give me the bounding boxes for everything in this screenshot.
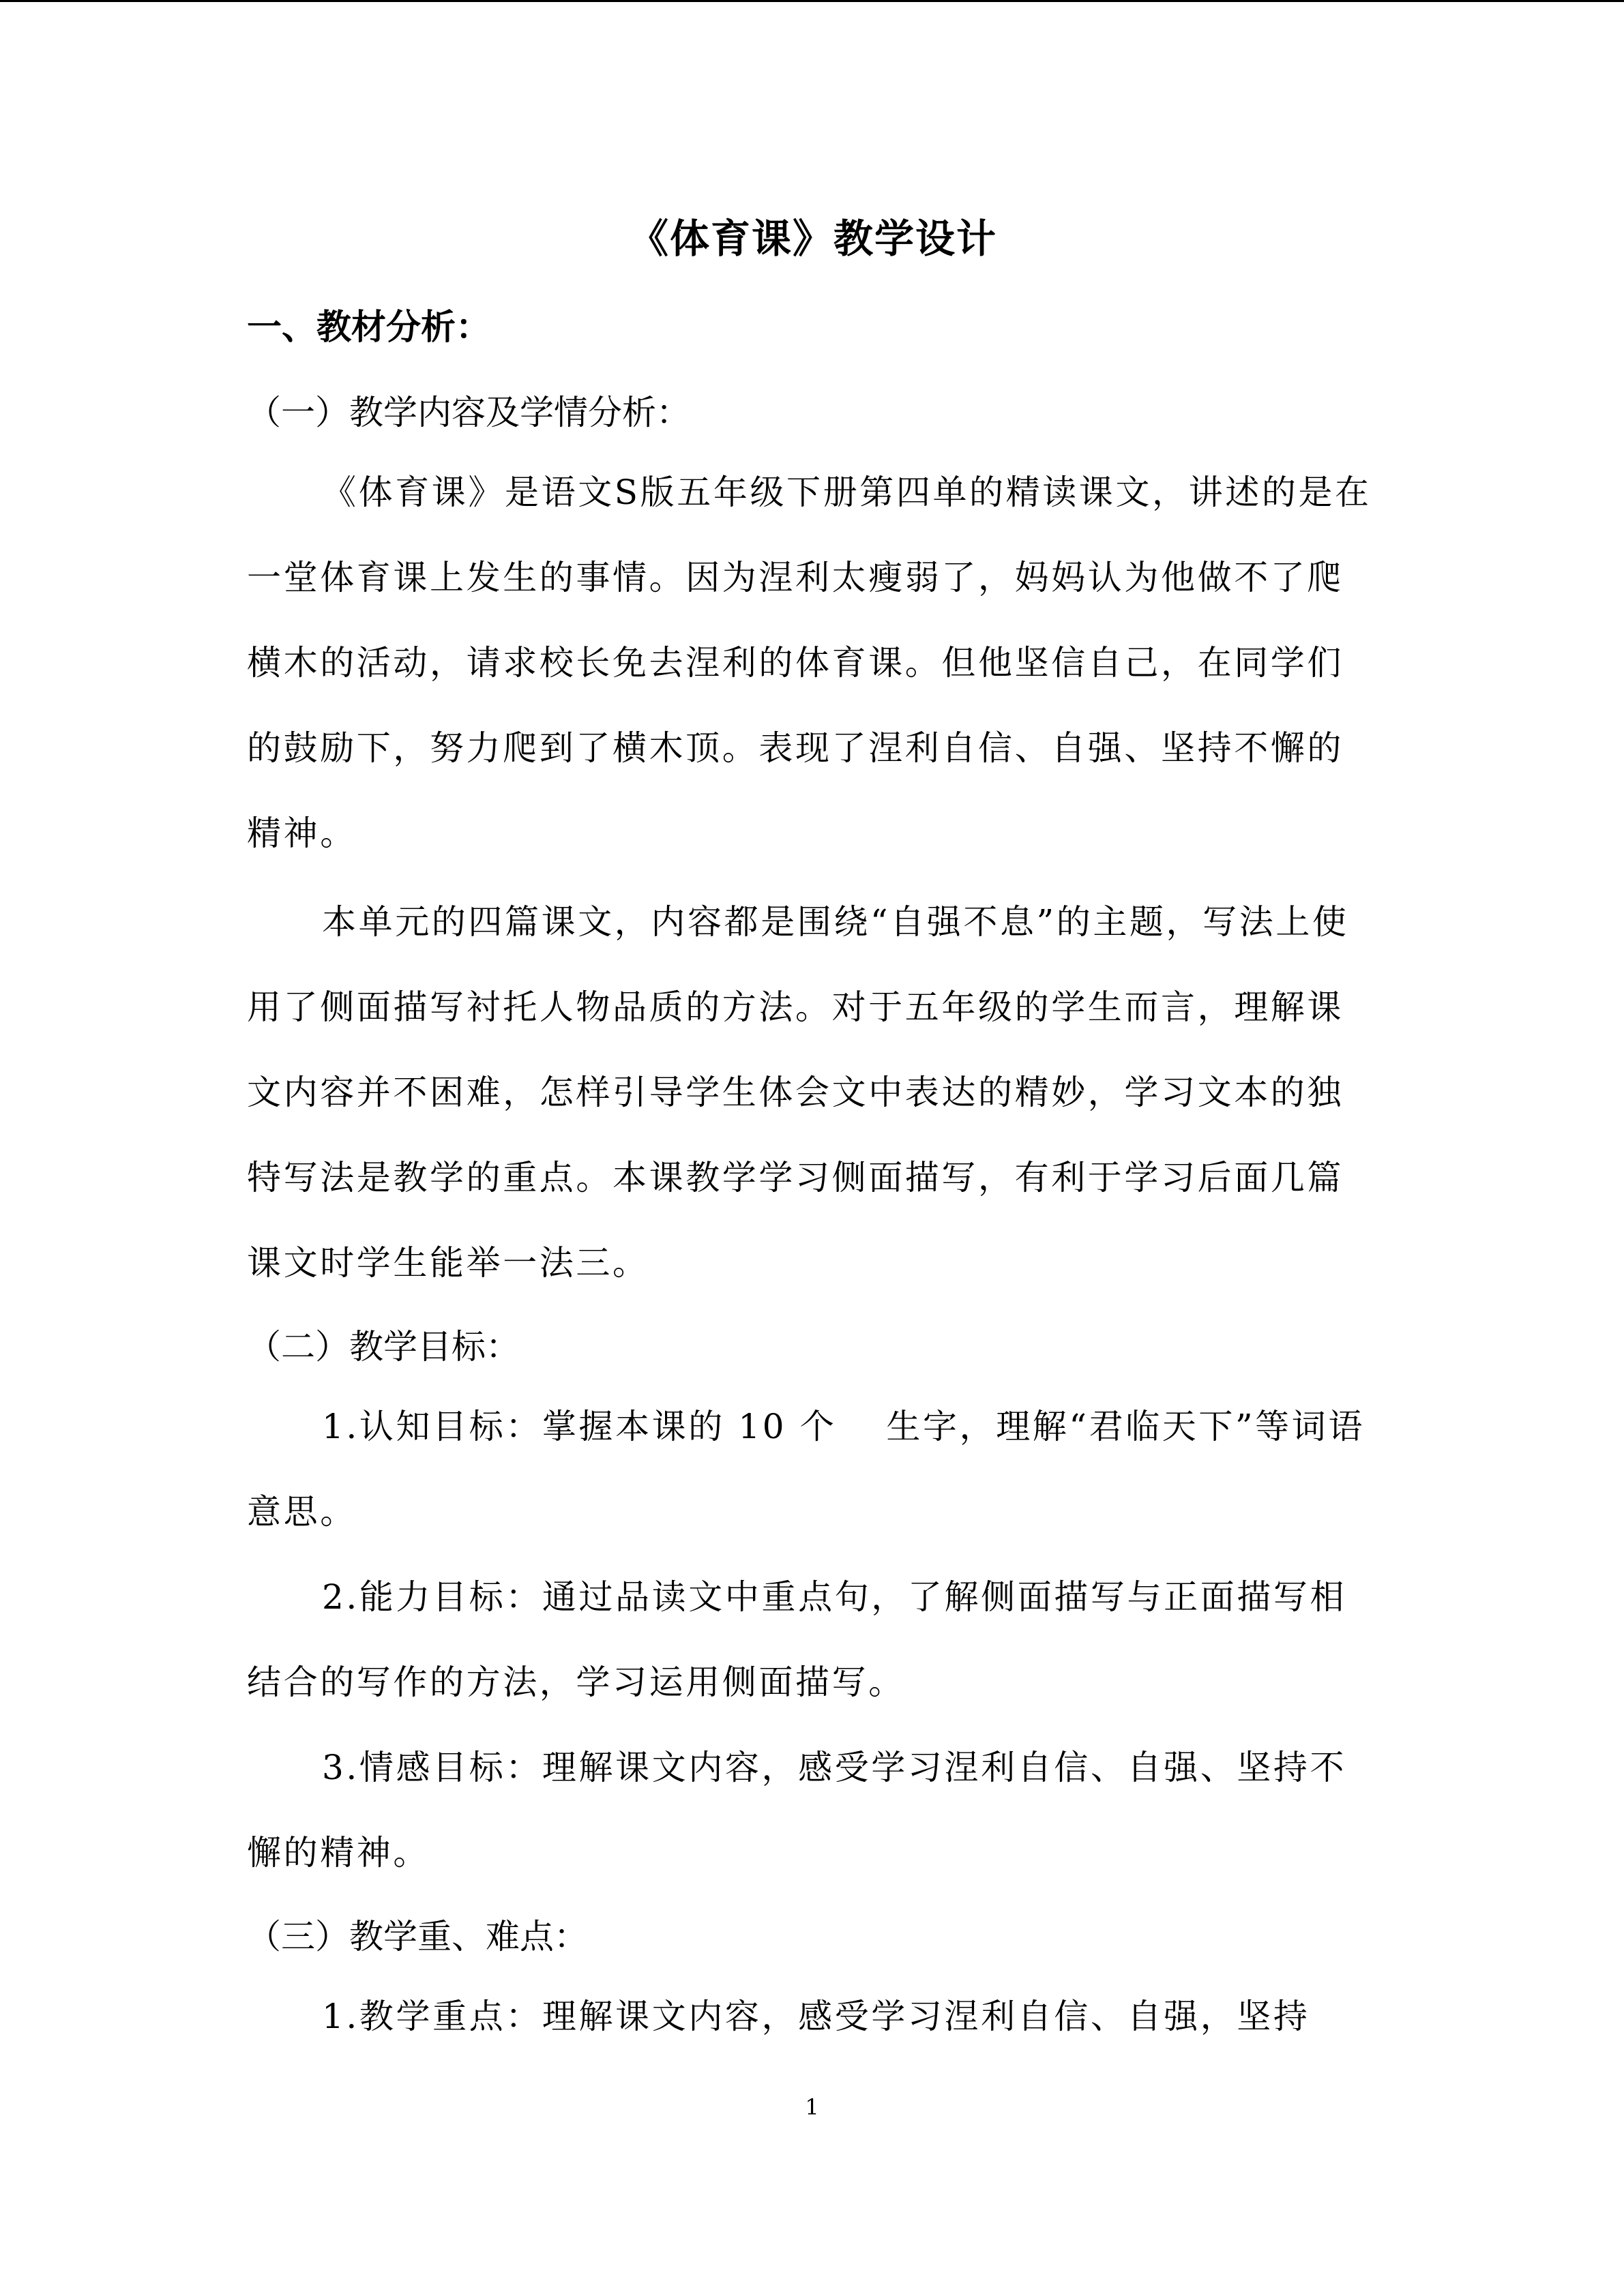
document-title: 《体育课》教学设计 xyxy=(628,215,997,262)
page-top-border xyxy=(0,0,1624,2)
page-number: 1 xyxy=(805,2094,819,2120)
goal-cognitive: 1.认知目标：掌握本课的 10 个 生字，理解“君临天下”等词语意思。 xyxy=(247,1407,1365,1532)
paragraph-unit-analysis: 本单元的四篇课文，内容都是围绕“自强不息”的主题，写法上使用了侧面描写衬托人物品质的方法。对于五年级的学生而言，理解课文内容并不困难，怎样引导学生体会文中表达的精妙，学习文本的独特写法是教学的重点。本课教学学习侧面描写，有利于学习后面几篇课文时学生能举一法三。 xyxy=(247,902,1349,1283)
paragraph-lesson-summary: 《体育课》是语文S版五年级下册第四单的精读课文，讲述的是在一堂体育课上发生的事情。因为涅利太瘦弱了，妈妈认为他做不了爬横木的活动，请求校长免去涅利的体育课。但他坚信自己，在同学们的鼓励下，努力爬到了横木顶。表现了涅利自信、自强、坚持不懈的精神。 xyxy=(247,473,1372,853)
goal-ability: 2.能力目标：通过品读文中重点句，了解侧面描写与正面描写相结合的写作的方法，学习运用侧面描写。 xyxy=(247,1577,1347,1702)
sub-heading-content-analysis: （一）教学内容及学情分析： xyxy=(247,393,690,432)
section-heading-textbook-analysis: 一、教材分析： xyxy=(247,307,491,348)
sub-heading-teaching-goals: （二）教学目标： xyxy=(247,1327,520,1367)
goal-emotional: 3.情感目标：理解课文内容，感受学习涅利自信、自强、坚持不懈的精神。 xyxy=(247,1748,1347,1873)
sub-heading-key-difficult-points: （三）教学重、难点： xyxy=(247,1917,588,1956)
key-point-1: 1.教学重点：理解课文内容，感受学习涅利自信、自强，坚持 xyxy=(322,1997,1310,2036)
